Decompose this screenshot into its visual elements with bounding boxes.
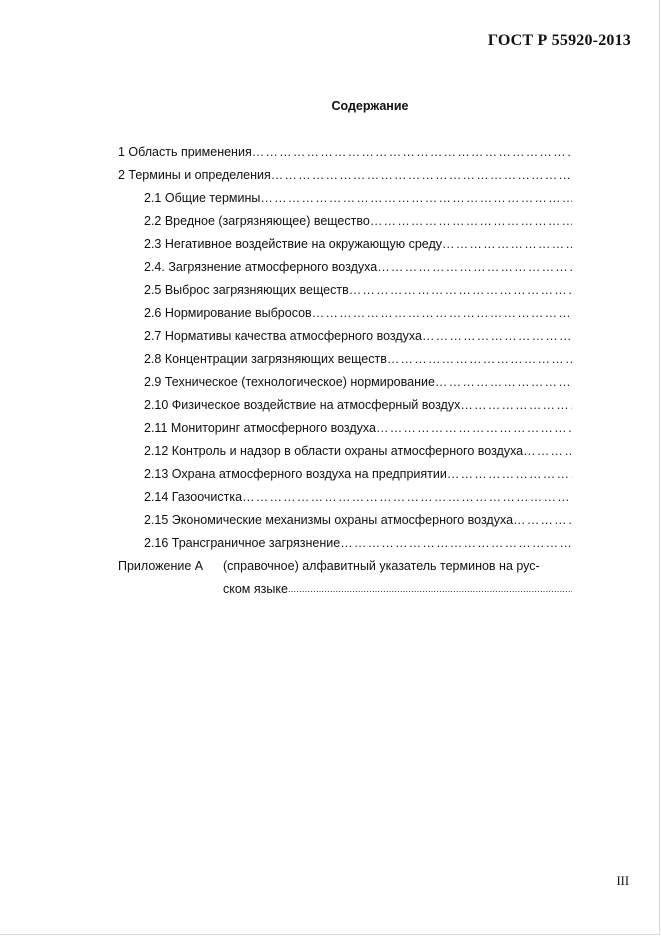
appendix-line-2: [118, 582, 572, 605]
toc-entry[interactable]: [118, 421, 572, 444]
appendix-title-part-1: (справочное) алфавитный указатель терминов на рус-: [223, 559, 540, 573]
toc-entry[interactable]: [118, 444, 572, 467]
toc-entry-label: 2.3 Негативное воздействие на окружающую среду: [144, 237, 443, 251]
dot-leader: [349, 283, 572, 297]
dot-leader: [523, 444, 572, 458]
toc-entry-label: 2.10 Физическое воздействие на атмосферный воздух: [144, 398, 461, 412]
toc-entry-label: 2.5 Выброс загрязняющих веществ: [144, 283, 349, 297]
toc-entry-label: 2.11 Мониторинг атмосферного воздуха: [144, 421, 376, 435]
dot-leader: [242, 490, 572, 504]
toc-entry-label: 2.4. Загрязнение атмосферного воздуха: [144, 260, 378, 274]
dot-leader: [387, 352, 572, 366]
dot-leader: [260, 191, 572, 205]
toc-entry[interactable]: [118, 375, 572, 398]
table-of-contents: [118, 145, 572, 559]
dot-leader: [340, 536, 572, 550]
dot-leader: [376, 421, 572, 435]
page-number: III: [616, 874, 629, 888]
toc-entry-label: 2.8 Концентрации загрязняющих веществ: [144, 352, 387, 366]
toc-entry-label: 2.7 Нормативы качества атмосферного воздуха: [144, 329, 422, 343]
toc-entry[interactable]: [118, 191, 572, 214]
dot-leader: [252, 145, 572, 159]
toc-entry[interactable]: [118, 490, 572, 513]
toc-entry[interactable]: [118, 352, 572, 375]
toc-entry[interactable]: [118, 536, 572, 559]
toc-entry[interactable]: [118, 145, 572, 168]
toc-entry[interactable]: [118, 306, 572, 329]
dot-leader: [435, 375, 572, 389]
dot-leader: [377, 260, 572, 274]
toc-entry[interactable]: [118, 260, 572, 283]
toc-entry-label: 2.16 Трансграничное загрязнение: [144, 536, 341, 550]
toc-entry[interactable]: [118, 283, 572, 306]
dot-leader: [312, 306, 572, 320]
appendix-title-part-2: ском языке: [223, 582, 288, 596]
dot-leader: [460, 398, 572, 412]
toc-entry[interactable]: [118, 467, 572, 490]
toc-entry-label: 2.14 Газоочистка: [144, 490, 243, 504]
toc-entry-label: 2.15 Экономические механизмы охраны атмосферного воздуха: [144, 513, 514, 527]
toc-title: Содержание: [331, 99, 409, 113]
toc-entry[interactable]: [118, 237, 572, 260]
toc-entry-label: 2.9 Техническое (технологическое) нормирование: [144, 375, 435, 389]
toc-entry-label: 2 Термины и определения: [118, 168, 271, 182]
dot-leader: [370, 214, 572, 228]
toc-entry-label: 2.6 Нормирование выбросов: [144, 306, 312, 320]
dot-leader: [288, 582, 572, 605]
standard-code: ГОСТ Р 55920-2013: [487, 32, 631, 49]
toc-appendix-entry[interactable]: [118, 559, 572, 605]
toc-entry[interactable]: [118, 398, 572, 421]
appendix-prefix: Приложение А: [118, 559, 204, 573]
dot-leader: [442, 237, 572, 251]
toc-entry-label: 2.12 Контроль и надзор в области охраны атмосферного воздуха: [144, 444, 524, 458]
toc-entry[interactable]: [118, 513, 572, 536]
toc-entry[interactable]: [118, 214, 572, 237]
toc-entry-label: 1 Область применения: [118, 145, 252, 159]
dot-leader: [513, 513, 572, 527]
appendix-line-1: [118, 559, 572, 582]
dot-leader: [447, 467, 572, 481]
toc-entry-label: 2.2 Вредное (загрязняющее) вещество: [144, 214, 370, 228]
toc-entry[interactable]: [118, 329, 572, 352]
toc-entry[interactable]: [118, 168, 572, 191]
dot-leader: [271, 168, 572, 182]
toc-entry-label: 2.1 Общие термины: [144, 191, 261, 205]
toc-entry-label: 2.13 Охрана атмосферного воздуха на предприятии: [144, 467, 447, 481]
dot-leader: [422, 329, 572, 343]
